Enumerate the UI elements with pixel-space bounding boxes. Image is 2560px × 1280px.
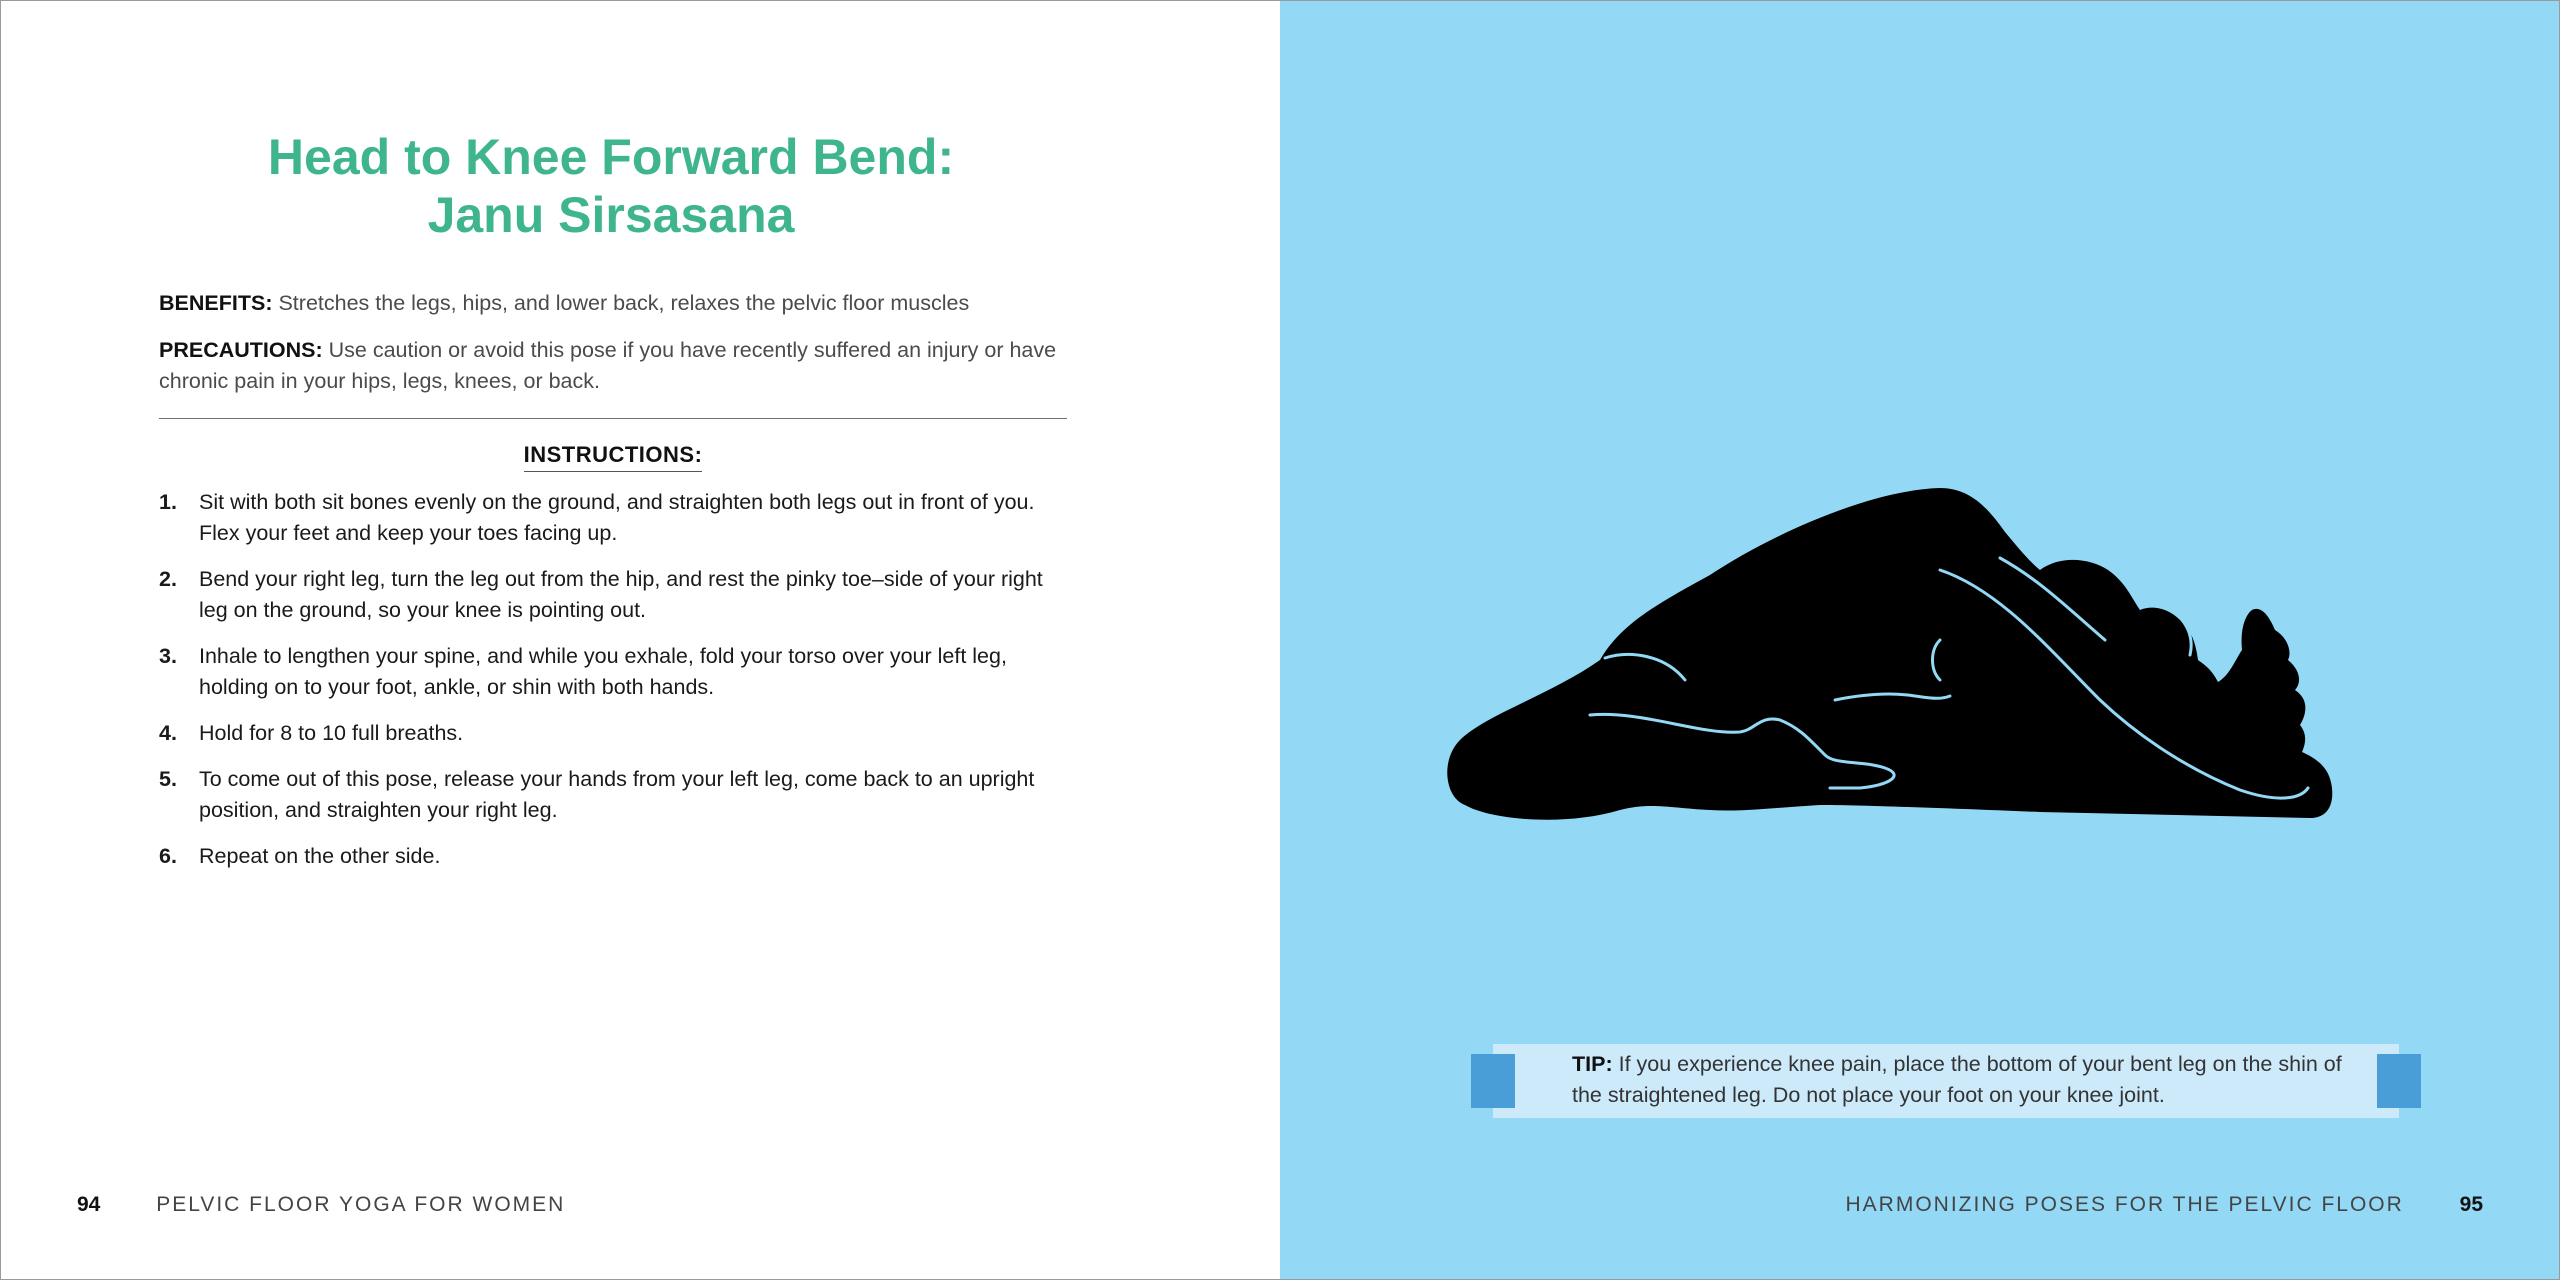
instruction-step bbox=[159, 841, 1074, 872]
step-number: 4. bbox=[159, 721, 177, 745]
instruction-step bbox=[159, 564, 1074, 626]
tip-label: TIP: bbox=[1572, 1052, 1613, 1076]
tip-text bbox=[1572, 1049, 2372, 1111]
step-text: Sit with both sit bones evenly on the ground, and straighten both legs out in front of you. Flex your feet and keep your toes facing up. bbox=[199, 490, 1035, 545]
step-number: 3. bbox=[159, 644, 177, 668]
instructions-heading-wrap bbox=[0, 440, 1226, 472]
left-page-number: 94 bbox=[77, 1193, 101, 1216]
step-text: Bend your right leg, turn the leg out from the hip, and rest the pinky toe–side of your right leg on the ground, so your knee is pointing out. bbox=[199, 567, 1043, 622]
step-number: 1. bbox=[159, 490, 177, 514]
right-page-number: 95 bbox=[2459, 1193, 2483, 1216]
benefits-paragraph bbox=[159, 288, 1069, 319]
instruction-step bbox=[159, 487, 1074, 549]
instruction-step bbox=[159, 718, 1074, 749]
instructions-list bbox=[159, 487, 1074, 887]
right-footer bbox=[1846, 1190, 2484, 1220]
yoga-pose-silhouette bbox=[1440, 470, 2440, 830]
title-line-2: Janu Sirsasana bbox=[427, 187, 795, 243]
step-text: Repeat on the other side. bbox=[199, 844, 441, 868]
step-number: 6. bbox=[159, 844, 177, 868]
benefits-text: Stretches the legs, hips, and lower back, relaxes the pelvic floor muscles bbox=[278, 291, 970, 315]
step-number: 5. bbox=[159, 767, 177, 791]
step-number: 2. bbox=[159, 567, 177, 591]
tip-right-tab bbox=[2377, 1054, 2421, 1108]
right-running-head: HARMONIZING POSES FOR THE PELVIC FLOOR bbox=[1845, 1193, 2404, 1216]
benefits-label: BENEFITS: bbox=[159, 291, 273, 315]
instructions-heading: INSTRUCTIONS: bbox=[524, 440, 703, 472]
step-text: To come out of this pose, release your hands from your left leg, come back to an upright position, and straighten your right leg. bbox=[199, 767, 1035, 822]
step-text: Inhale to lengthen your spine, and while you exhale, fold your torso over your left leg, holding on to your foot, ankle, or shin with both hands. bbox=[199, 644, 1007, 699]
page-title bbox=[0, 128, 1222, 244]
section-divider bbox=[159, 418, 1067, 419]
tip-left-tab bbox=[1471, 1054, 1515, 1108]
instruction-step bbox=[159, 641, 1074, 703]
left-running-head: PELVIC FLOOR YOGA FOR WOMEN bbox=[156, 1193, 566, 1216]
step-text: Hold for 8 to 10 full breaths. bbox=[199, 721, 464, 745]
precautions-paragraph bbox=[159, 335, 1069, 397]
left-footer bbox=[77, 1190, 565, 1220]
tip-body: If you experience knee pain, place the bottom of your bent leg on the shin of the straightened leg. Do not place your foot on your knee joint. bbox=[1572, 1052, 2342, 1107]
precautions-label: PRECAUTIONS: bbox=[159, 338, 323, 362]
precautions-text: Use caution or avoid this pose if you have recently suffered an injury or have chronic pain in your hips, legs, knees, or back. bbox=[159, 338, 1057, 393]
instruction-step bbox=[159, 764, 1074, 826]
title-line-1: Head to Knee Forward Bend: bbox=[267, 129, 955, 185]
